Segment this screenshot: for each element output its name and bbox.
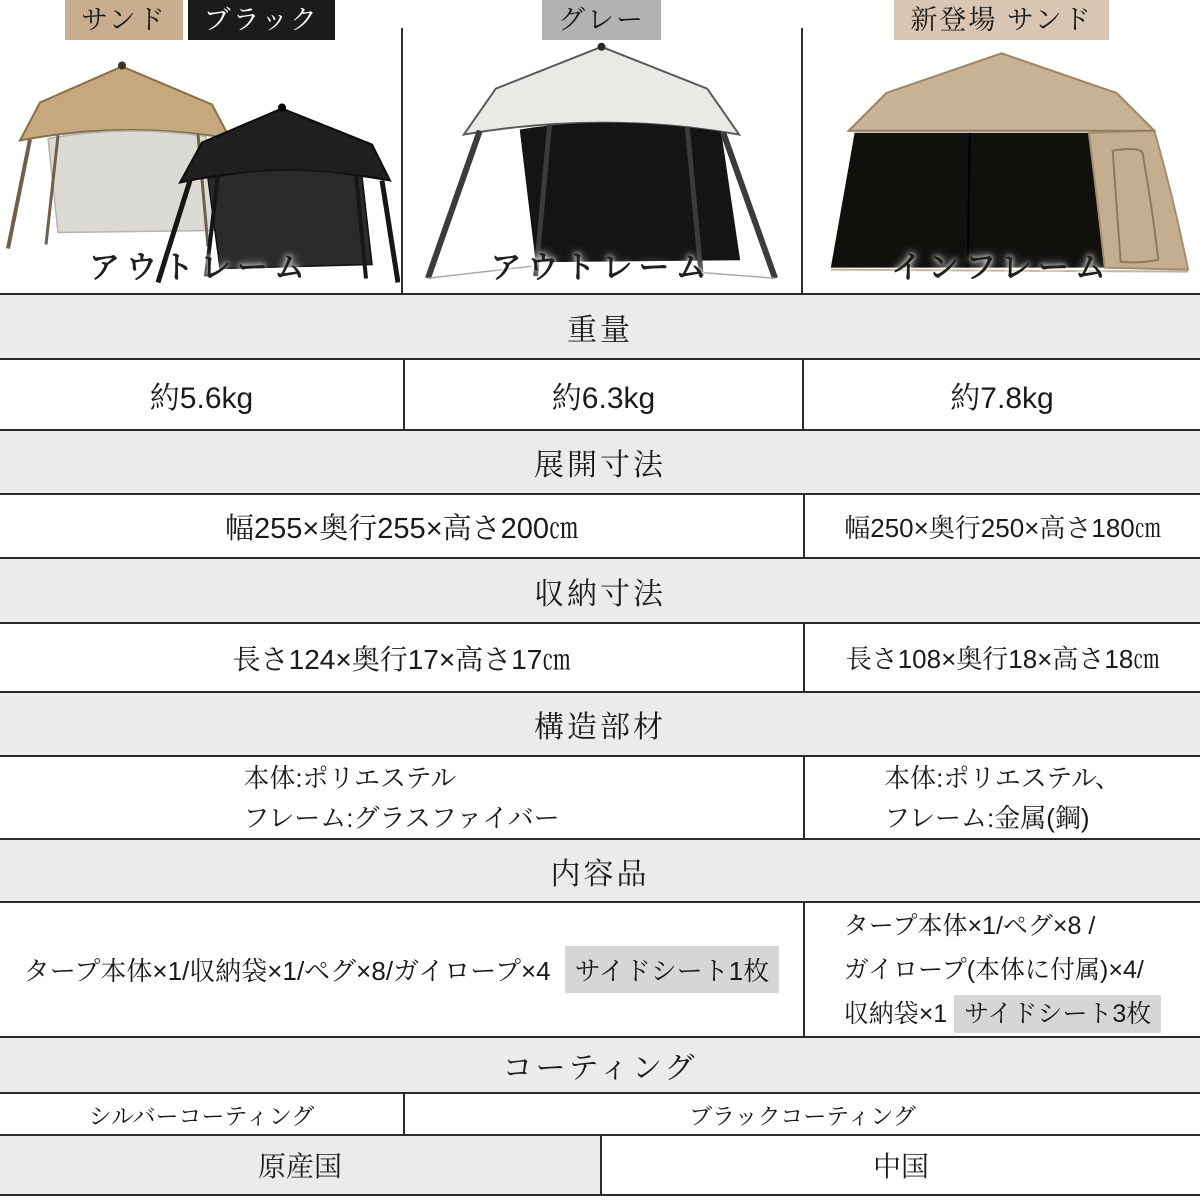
storage-size-product-3: 長さ108×奥行18×高さ18㎝ [803,624,1200,691]
weight-product-2: 約6.3kg [403,360,802,429]
deployed-size-products-1-2: 幅255×奥行255×高さ200㎝ [224,512,579,545]
color-badge-new-sand: 新登場 サンド [894,0,1108,40]
contents-header-row: 内容品 [0,838,1200,901]
origin-label: 原産国 [0,1136,600,1194]
weight-data-row [0,358,1200,429]
product-3-column [803,0,1200,293]
color-badge-sand: サンド [65,0,183,40]
materials-products-1-2-line2: フレーム:グラスファイバー [243,802,560,833]
origin-row [0,1134,1200,1196]
materials-product-3-line1: 本体:ポリエステル、 [884,762,1121,793]
coating-header-row: コーティング [0,1036,1200,1092]
storage-size-data-row [0,622,1200,691]
color-badge-black: ブラック [188,0,335,40]
weight-product-1: 約5.6kg [149,381,254,415]
contents-product-3-line2: ガイロープ(本体に付属)×4/ [843,955,1144,984]
materials-product-3 [803,757,1200,838]
materials-products-1-2 [0,757,803,838]
materials-data-row [0,755,1200,838]
deployed-size-data-row [0,493,1200,557]
product-1-column [0,0,400,293]
product-1-caption: アウトレーム [89,250,311,285]
product-3-caption: インフレーム [891,250,1112,285]
materials-products-1-2-line1: 本体:ポリエステル [243,762,457,793]
contents-product-3-line3-text: 収納袋×1 [843,999,948,1028]
product-2-badges [402,0,801,40]
contents-product-3-highlight: サイドシート3枚 [954,995,1161,1033]
contents-data-row [0,901,1200,1036]
coating-data-row [0,1092,1200,1134]
product-2-caption: アウトレーム [490,250,713,285]
contents-product-3-line1: タープ本体×1/ペグ×8 / [843,911,1096,940]
materials-product-3-line2: フレーム:金属(鋼) [884,802,1090,833]
product-images-row [0,0,1200,293]
storage-size-products-1-2: 長さ124×奥行17×高さ17㎝ [232,643,571,675]
weight-product-3: 約7.8kg [802,360,1200,429]
contents-products-1-2-text: タープ本体×1/収納袋×1/ペグ×8/ガイロープ×4 [23,956,551,986]
contents-product-3-line3 [844,992,1162,1036]
storage-size-header-row: 収納寸法 [0,557,1200,622]
product-1-badges [0,0,400,40]
coating-product-1: シルバーコーティング [88,1102,315,1129]
product-3-badges [803,0,1200,40]
materials-header-row: 構造部材 [0,691,1200,755]
contents-products-1-2-highlight: サイドシート1枚 [565,946,780,993]
coating-products-2-3: ブラックコーティング [403,1094,1200,1134]
contents-products-1-2 [0,903,803,1036]
product-2-column [402,0,801,293]
contents-product-3 [803,903,1200,1036]
color-badge-gray: グレー [542,0,661,40]
weight-header-row: 重量 [0,293,1200,358]
deployed-size-product-3: 幅250×奥行250×高さ180㎝ [803,495,1200,557]
deployed-size-header-row: 展開寸法 [0,429,1200,493]
origin-value: 中国 [600,1136,1200,1194]
